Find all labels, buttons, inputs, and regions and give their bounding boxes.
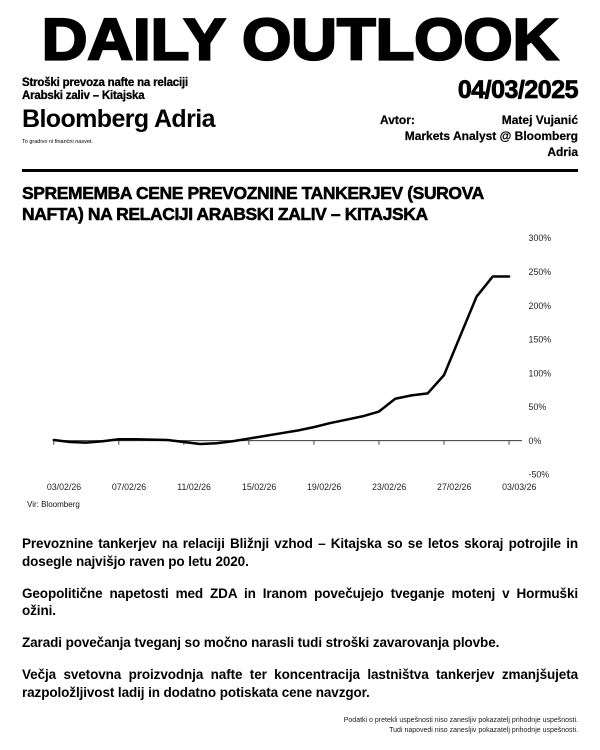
x-axis-tick-label: 11/02/26 bbox=[177, 481, 211, 492]
x-axis-tick-label: 23/02/26 bbox=[372, 481, 407, 492]
edition-subtitle bbox=[22, 77, 188, 103]
paragraph-3: Zaradi povečanja tveganj so močno narasli tudi stroški zavarovanja plovbe. bbox=[22, 635, 500, 651]
paragraph-1: Prevoznine tankerjev na relaciji Bližnji vzhod – Kitajska so se letos skoraj potrojile in dosegle najvišjo raven po letu 2020. bbox=[22, 536, 578, 569]
x-axis-tick-label: 19/02/26 bbox=[306, 481, 342, 492]
masthead-title: DAILY OUTLOOK bbox=[41, 12, 559, 66]
author-line bbox=[380, 113, 578, 129]
footer-line-2: Tudi napovedi niso zanesljiv pokazatelj prihodnje uspešnosti. bbox=[389, 726, 578, 734]
y-axis-tick-label: 50% bbox=[528, 401, 547, 412]
brand-row bbox=[22, 106, 578, 160]
subtitle-line-1: Stroški prevoza nafte na relaciji bbox=[22, 76, 188, 89]
brand-disclaimer: To gradivo ni finančni nasvet. bbox=[22, 138, 93, 145]
y-axis-tick-label: 0% bbox=[528, 435, 542, 446]
y-axis-tick-label: 150% bbox=[528, 334, 552, 345]
chart-title-line-1: SPREMEMBA CENE PREVOZNINE TANKERJEV (SUROVA bbox=[22, 182, 484, 203]
freight-line-chart bbox=[22, 226, 578, 499]
y-axis-tick-label: 300% bbox=[528, 233, 552, 244]
x-axis-tick-label: 03/02/26 bbox=[46, 481, 82, 492]
x-axis-tick-label: 27/02/26 bbox=[437, 481, 472, 492]
chart-source: Vir: Bloomberg bbox=[27, 500, 80, 510]
chart-title-line-2: NAFTA) NA RELACIJI ARABSKI ZALIV – KITAJSKA bbox=[22, 203, 428, 224]
x-axis-tick-label: 07/02/26 bbox=[111, 481, 147, 492]
issue-date: 04/03/2025 bbox=[457, 75, 578, 104]
masthead bbox=[22, 12, 578, 66]
y-axis-tick-label: -50% bbox=[528, 469, 550, 480]
y-axis-tick-label: 100% bbox=[528, 368, 552, 379]
chart-title bbox=[22, 183, 578, 225]
author-name: Matej Vujanić bbox=[501, 113, 578, 128]
author-label: Avtor: bbox=[380, 113, 415, 128]
paragraph-2: Geopolitične napetosti med ZDA in Iranom povečujejo tveganje motenj v Hormuški ožini. bbox=[22, 585, 578, 619]
header-divider bbox=[22, 169, 578, 172]
author-role: Markets Analyst @ Bloomberg Adria bbox=[404, 128, 578, 159]
paragraph-4: Večja svetovna proizvodnja nafte ter koncentracija lastništva tankerjev zmanjšujeta razpoložljivost ladij in dodatno potiskata cene navzgor. bbox=[22, 667, 578, 700]
x-axis-tick-label: 03/03/26 bbox=[502, 481, 537, 492]
y-axis-tick-label: 200% bbox=[528, 300, 552, 311]
brand-logo: Bloomberg Adria bbox=[22, 105, 215, 134]
subtitle-line-2: Arabski zaliv – Kitajska bbox=[22, 90, 145, 103]
author-block bbox=[380, 113, 578, 160]
meta-row bbox=[22, 77, 578, 103]
x-axis-tick-label: 15/02/26 bbox=[241, 481, 277, 492]
footer-disclaimer bbox=[22, 716, 578, 736]
brand-block bbox=[22, 106, 215, 145]
commentary bbox=[22, 535, 578, 716]
freight-rate-series bbox=[54, 276, 509, 444]
footer-line-1: Podatki o pretekli uspešnosti niso zanesljiv pokazatelj prihodnje uspešnosti. bbox=[343, 716, 578, 724]
y-axis-tick-label: 250% bbox=[528, 266, 552, 277]
